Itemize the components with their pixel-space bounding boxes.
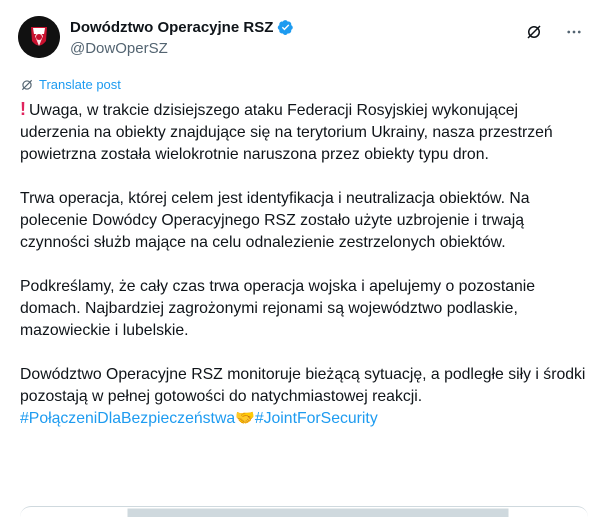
hashtag-polaczeni[interactable]: #PołączeniDlaBezpieczeństwa <box>20 410 236 427</box>
post-body <box>20 98 588 430</box>
grok-icon[interactable] <box>524 22 544 42</box>
post-paragraph-2: Trwa operacja, której celem jest identyfikacja i neutralizacja obiektów. Na polecenie Dowódcy Operacyjnego RSZ zostało użyte uzbrojenie i trwają czynności służb mające na celu odnalezienie zestrzelonych obiektów. <box>20 190 530 251</box>
post-header <box>18 16 584 66</box>
verified-badge-icon[interactable] <box>277 19 294 36</box>
exclamation-icon: ! <box>20 99 26 119</box>
post-paragraph-3: Podkreślamy, że cały czas trwa operacja wojska i apelujemy o pozostanie domach. Najbardziej zagrożonymi rejonami są województwo podlaskie, mazowieckie i lubelskie. <box>20 278 536 339</box>
translate-post-link[interactable] <box>20 77 121 92</box>
avatar[interactable] <box>18 16 60 58</box>
header-actions <box>524 22 584 42</box>
author-display-name[interactable]: Dowództwo Operacyjne RSZ <box>70 19 274 36</box>
translate-label: Translate post <box>39 77 121 92</box>
hashtag-jointforsecurity[interactable]: #JointForSecurity <box>254 410 378 427</box>
handshake-icon: 🤝 <box>235 410 255 427</box>
more-icon[interactable] <box>564 22 584 42</box>
author-handle[interactable]: @DowOperSZ <box>70 40 168 57</box>
post-paragraph-1: ! Uwaga, w trakcie dzisiejszego ataku Federacji Rosyjskiej wykonującej uderzenia na obiekty znajdujące się na terytorium Ukrainy, nasza przestrzeń powietrzna została wielokrotnie naruszona przez obiekty typu dron. <box>20 99 553 163</box>
author-info <box>70 19 294 57</box>
translate-icon <box>20 78 34 92</box>
avatar-emblem-icon <box>18 16 60 58</box>
post-paragraph-4: Dowództwo Operacyjne RSZ monitoruje bieżącą sytuację, a podległe siły i środki pozostają w pełnej gotowości do natychmiastowej reakcji. #PołączeniDlaBezpieczeństwa🤝#JointForSecurity <box>20 366 586 427</box>
